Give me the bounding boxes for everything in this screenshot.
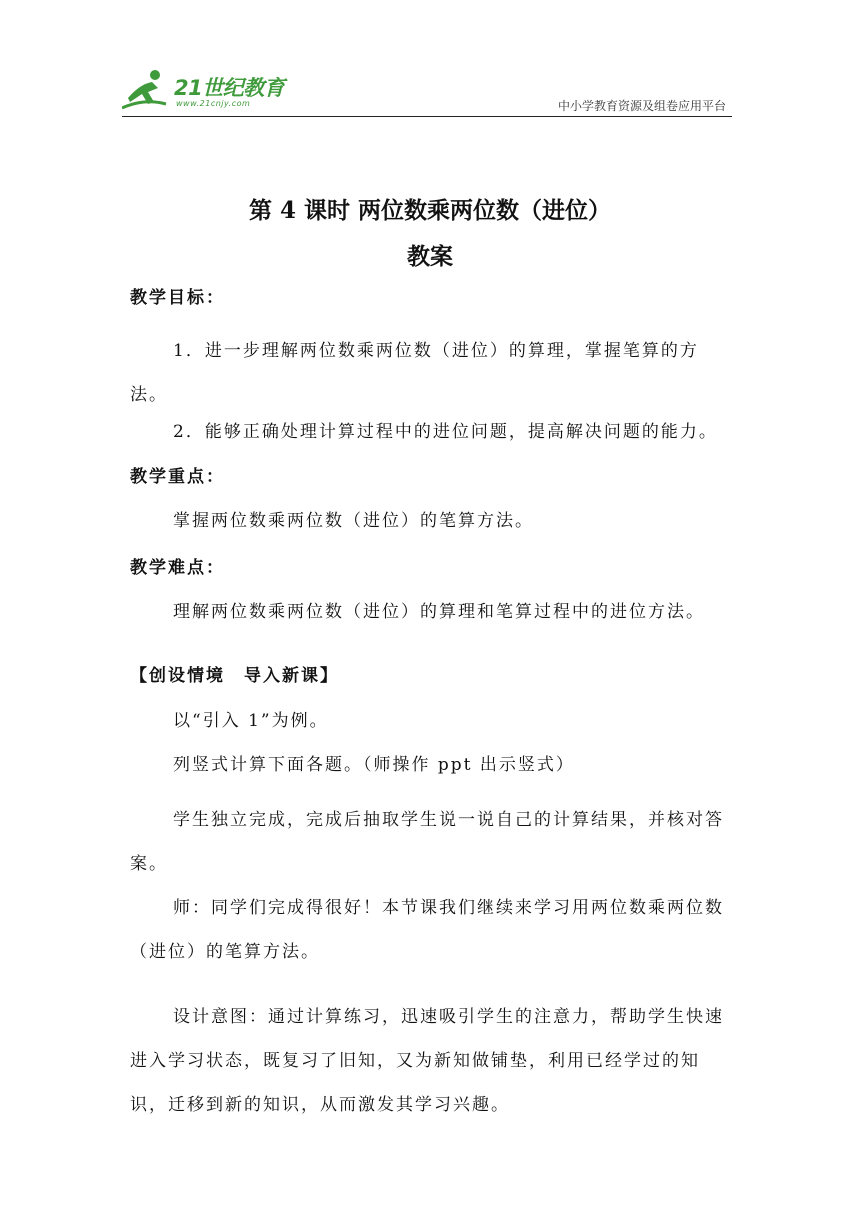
page-subtitle: 教案: [407, 243, 453, 270]
goal-2: 2．能够正确处理计算过程中的进位问题，提高解决问题的能力。: [173, 422, 718, 442]
platform-label: 中小学教育资源及组卷应用平台: [557, 99, 726, 113]
page-title: 第 4 课时 两位数乘两位数（进位）: [248, 197, 612, 224]
intro-paragraph-3: 学生独立完成，完成后抽取学生说一说自己的计算结果，并核对答案。: [130, 810, 724, 874]
intro-paragraph-2: 列竖式计算下面各题。（师操作 ppt 出示竖式）: [173, 755, 575, 775]
difficulty-text: 理解两位数乘两位数（进位）的算理和笔算过程中的进位方法。: [173, 602, 705, 622]
logo-text: 21世纪教育: [174, 76, 285, 100]
design-intent: 设计意图：通过计算练习，迅速吸引学生的注意力，帮助学生快速进入学习状态，既复习了旧知，又为新知做铺垫，利用已经学过的知识，迁移到新的知识，从而激发其学习兴趣。: [130, 1007, 724, 1115]
intro-paragraph-4: 师：同学们完成得很好！本节课我们继续来学习用两位数乘两位数（进位）的笔算方法。: [130, 898, 724, 962]
section-heading: 【创设情境 导入新课】: [130, 666, 339, 686]
page-header: [122, 62, 732, 117]
intro-paragraph-1: 以“引入 1”为例。: [173, 711, 329, 731]
goals-heading: 教学目标：: [130, 288, 225, 308]
key-heading: 教学重点：: [130, 467, 225, 487]
logo: [122, 68, 292, 112]
runner-logo-icon: [122, 68, 172, 112]
key-text: 掌握两位数乘两位数（进位）的笔算方法。: [173, 511, 534, 531]
goal-1: 1．进一步理解两位数乘两位数（进位）的算理，掌握笔算的方法。: [130, 341, 699, 405]
difficulty-heading: 教学难点：: [130, 558, 225, 578]
logo-url: www.21cnjy.com: [176, 99, 251, 108]
